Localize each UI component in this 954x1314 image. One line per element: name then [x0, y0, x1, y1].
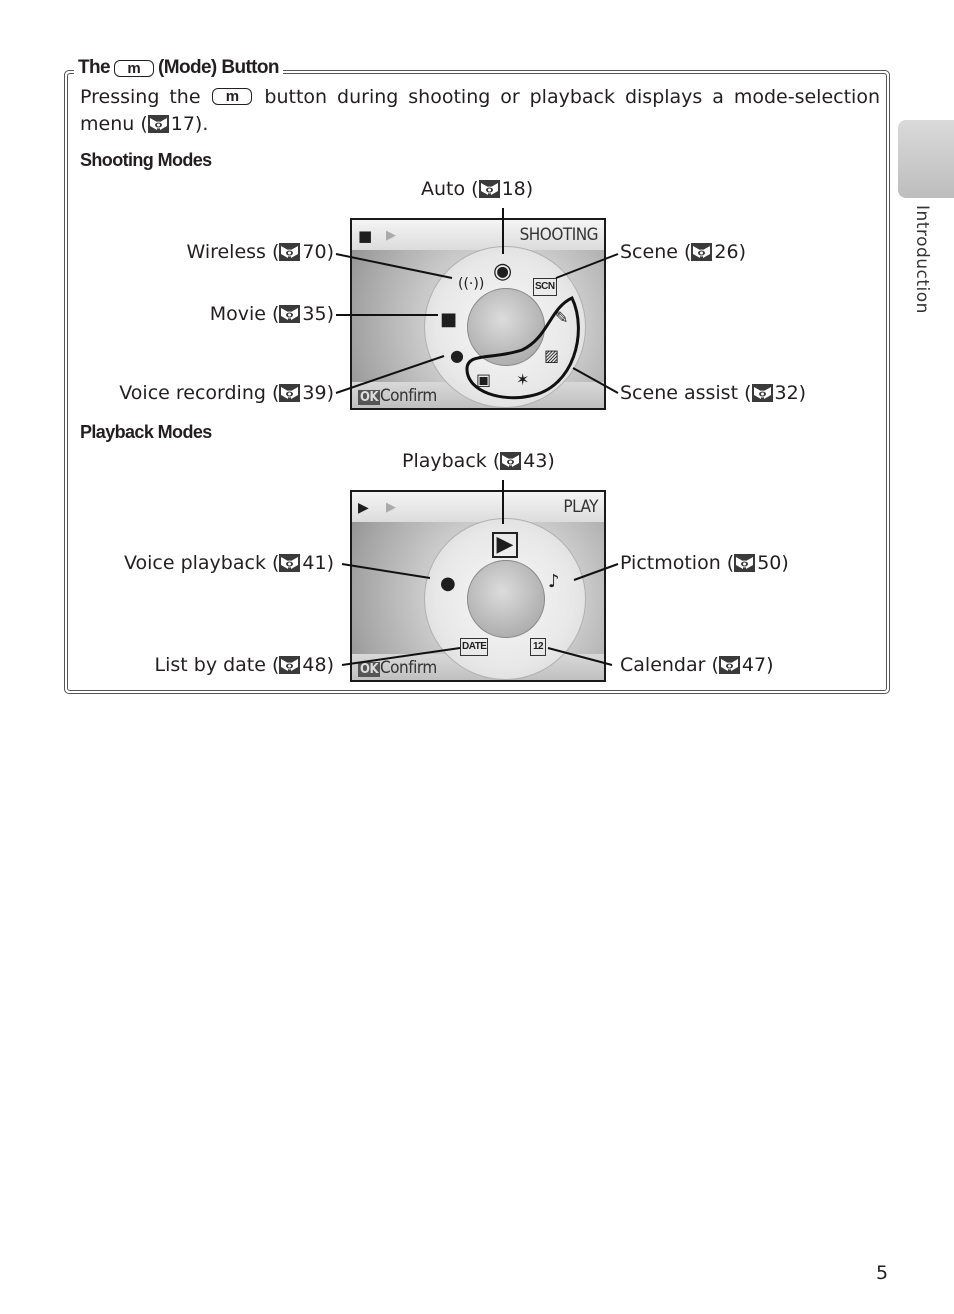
night-portrait-icon: ▣ [476, 370, 492, 389]
screen-top-text: PLAY [563, 497, 598, 517]
label-movie-page: 35) [302, 303, 334, 325]
title-prefix: The [78, 57, 110, 78]
voice-playback-icon: ● [440, 573, 456, 594]
label-calendar [620, 653, 773, 677]
label-voice-playback-page: 41) [302, 552, 334, 574]
ok-icon: OK [360, 662, 379, 677]
label-scene-assist [620, 381, 806, 405]
movie-icon: ■ [440, 309, 458, 330]
section-tab-label [912, 205, 932, 330]
list-by-date-icon: DATE [460, 638, 488, 656]
label-pictmotion [620, 551, 789, 575]
landscape-assist-icon: ▨ [544, 346, 560, 365]
intro-ref-page: 17). [170, 113, 209, 135]
label-movie [210, 302, 334, 326]
label-voice-recording [119, 381, 334, 405]
page-reference-icon [279, 656, 300, 674]
label-voice-recording-name: Voice recording ( [119, 382, 280, 404]
label-list-by-date-page: 48) [302, 654, 334, 676]
label-wireless-page: 70) [302, 241, 334, 263]
screen-top-text: SHOOTING [519, 225, 598, 245]
label-scene-assist-name: Scene assist ( [620, 382, 752, 404]
mode-button-icon: m [114, 60, 154, 77]
calendar-icon: 12 [530, 638, 546, 656]
page-reference-icon [279, 305, 300, 323]
label-pictmotion-name: Pictmotion ( [620, 552, 735, 574]
ok-icon: OK [360, 390, 379, 405]
intro-part2: button during shooting or playback displays a mode-selection menu ( [80, 86, 880, 135]
label-voice-playback [124, 551, 334, 575]
label-voice-recording-page: 39) [302, 382, 334, 404]
section-tab-label-text: Introduction [912, 205, 932, 314]
arrow-right-icon: ▶ [386, 228, 396, 243]
page-number: 5 [876, 1262, 889, 1284]
pictmotion-icon: ♪ [548, 571, 560, 592]
arrow-right-icon: ▶ [386, 500, 396, 515]
page-reference-icon [279, 384, 300, 402]
label-wireless [186, 240, 334, 264]
label-pictmotion-page: 50) [757, 552, 789, 574]
page-reference-icon [279, 554, 300, 572]
section-tab [898, 120, 954, 198]
play-small-icon: ▶ [358, 500, 369, 516]
label-voice-playback-name: Voice playback ( [123, 552, 280, 574]
camera-small-icon: ■ [358, 227, 373, 245]
label-scene-name: Scene ( [620, 241, 692, 263]
label-movie-name: Movie ( [209, 303, 280, 325]
wireless-icon: ((·)) [458, 276, 485, 292]
label-wireless-name: Wireless ( [186, 241, 280, 263]
playback-modes-heading: Playback Modes [80, 422, 212, 442]
sports-assist-icon: ✶ [516, 370, 530, 389]
page-reference-icon [691, 243, 712, 261]
label-auto-page: 18) [501, 178, 534, 200]
screen-bottom-text: Confirm [380, 386, 437, 406]
page-reference-icon [734, 554, 755, 572]
page-reference-icon [279, 243, 300, 261]
page-reference-icon [752, 384, 773, 402]
title-suffix: (Mode) Button [157, 57, 279, 78]
label-playback-name: Playback ( [402, 450, 501, 472]
page-reference-icon [479, 180, 500, 198]
label-scene-assist-page: 32) [774, 382, 807, 404]
label-list-by-date-name: List by date ( [154, 654, 280, 676]
camera-icon: ◉ [493, 259, 513, 284]
label-auto [421, 177, 533, 201]
portrait-assist-icon: ✎ [555, 308, 569, 327]
label-playback [402, 449, 555, 473]
label-scene-page: 26) [714, 241, 746, 263]
label-calendar-page: 47) [741, 654, 774, 676]
label-scene [620, 240, 746, 264]
label-list-by-date [155, 653, 335, 677]
mode-button-icon-inline: m [212, 88, 252, 105]
intro-part1: Pressing the [80, 86, 201, 108]
scene-icon: SCN [533, 278, 557, 296]
screen-bottom-text: Confirm [380, 658, 437, 678]
label-playback-page: 43) [523, 450, 555, 472]
label-auto-name: Auto ( [421, 178, 479, 200]
page-reference-icon [500, 452, 521, 470]
shooting-modes-heading: Shooting Modes [80, 150, 212, 170]
microphone-icon: ● [450, 346, 464, 365]
label-calendar-name: Calendar ( [620, 654, 719, 676]
playback-icon: ▶ [492, 532, 518, 558]
page-reference-icon [719, 656, 740, 674]
